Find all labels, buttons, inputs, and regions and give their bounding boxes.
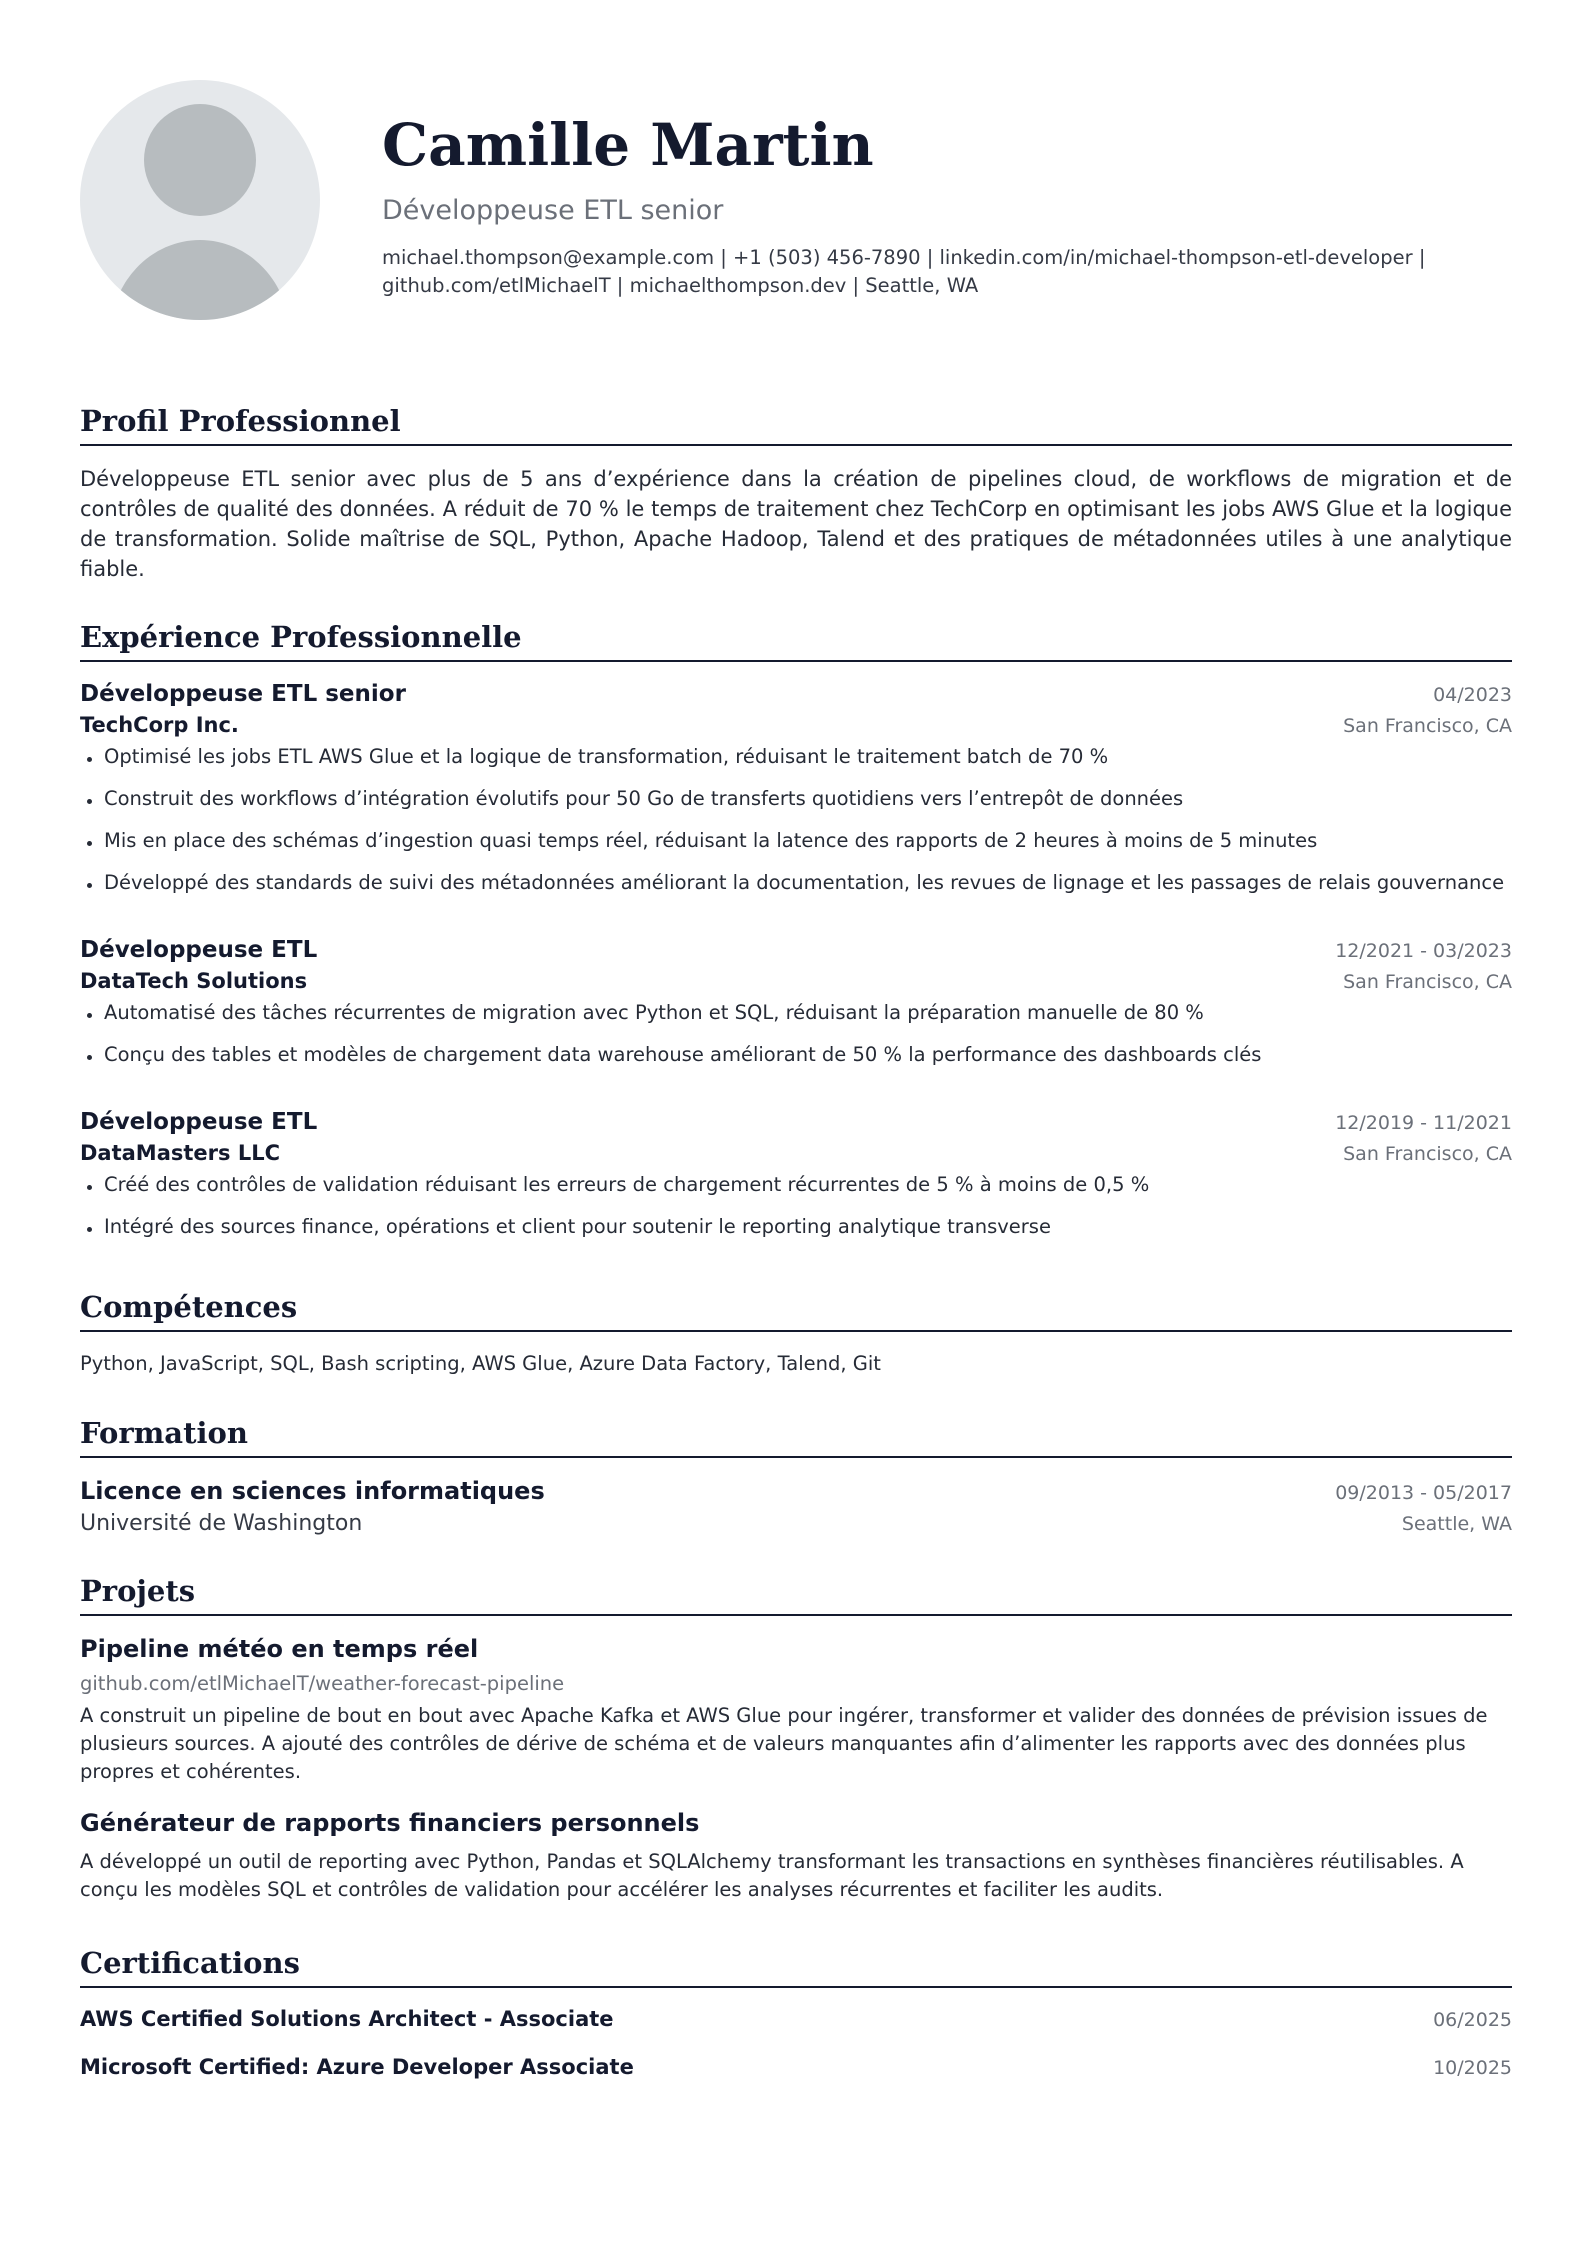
project-entry	[80, 1632, 1512, 1786]
section-title: Certifications	[80, 1944, 1512, 1988]
contact-line-2: github.com/etlMichaelT | michaelthompson.dev | Seattle, WA	[382, 274, 979, 297]
certification-name: Microsoft Certified: Azure Developer Associate	[80, 2055, 634, 2079]
certification-name: AWS Certified Solutions Architect - Associate	[80, 2007, 614, 2031]
education-entry	[80, 1474, 1512, 1540]
job-company: TechCorp Inc.	[80, 713, 239, 737]
section-title: Projets	[80, 1572, 1512, 1616]
education-location: Seattle, WA	[1401, 1513, 1512, 1535]
section-title: Compétences	[80, 1288, 1512, 1332]
job-date: 12/2021 - 03/2023	[1335, 940, 1512, 962]
list-item: Automatisé des tâches récurrentes de migration avec Python et SQL, réduisant la préparation manuelle de 80 %	[104, 1000, 1512, 1026]
list-item: Développé des standards de suivi des métadonnées améliorant la documentation, les revues de lignage et les passages de relais gouvernance	[104, 870, 1512, 896]
project-title: Pipeline météo en temps réel	[80, 1635, 479, 1663]
job-location: San Francisco, CA	[1343, 971, 1512, 993]
certifications-section	[80, 1944, 1512, 2082]
contact-line-1: michael.thompson@example.com | +1 (503) 456-7890 | linkedin.com/in/michael-thompson-etl-developer |	[382, 246, 1426, 269]
list-item: Optimisé les jobs ETL AWS Glue et la logique de transformation, réduisant le traitement batch de 70 %	[104, 744, 1512, 770]
school-name: Université de Washington	[80, 1511, 363, 1536]
certification-date: 10/2025	[1433, 2057, 1512, 2079]
job-entry	[80, 678, 1512, 896]
job-bullets	[80, 1000, 1512, 1068]
experience-section	[80, 618, 1512, 1240]
list-item: Créé des contrôles de validation réduisant les erreurs de chargement récurrentes de 5 % à moins de 0,5 %	[104, 1172, 1512, 1198]
list-item: Mis en place des schémas d’ingestion quasi temps réel, réduisant la latence des rapports de 2 heures à moins de 5 minutes	[104, 828, 1512, 854]
job-location: San Francisco, CA	[1343, 1143, 1512, 1165]
project-link[interactable]: github.com/etlMichaelT/weather-forecast-pipeline	[80, 1672, 565, 1695]
job-entry	[80, 1106, 1512, 1240]
resume-page	[80, 0, 1512, 2082]
skills-list: Python, JavaScript, SQL, Bash scripting, AWS Glue, Azure Data Factory, Talend, Git	[80, 1352, 881, 1375]
candidate-role: Développeuse ETL senior	[382, 195, 724, 226]
header-text	[382, 110, 1502, 300]
list-item: Intégré des sources finance, opérations et client pour soutenir le reporting analytique transverse	[104, 1214, 1512, 1240]
project-description: A développé un outil de reporting avec Python, Pandas et SQLAlchemy transformant les transactions en synthèses financières réutilisables. A conçu les modèles SQL et contrôles de validation pour accélérer les analyses récurrentes et faciliter les audits.	[80, 1850, 1464, 1901]
section-title: Expérience Professionnelle	[80, 618, 1512, 662]
projects-section	[80, 1572, 1512, 1904]
job-title: Développeuse ETL senior	[80, 681, 406, 707]
profile-section	[80, 402, 1512, 584]
job-bullets	[80, 744, 1512, 896]
degree-title: Licence en sciences informatiques	[80, 1477, 545, 1505]
job-entry	[80, 934, 1512, 1068]
certification-row	[80, 2004, 1512, 2034]
section-title: Formation	[80, 1414, 1512, 1458]
job-location: San Francisco, CA	[1343, 715, 1512, 737]
certification-date: 06/2025	[1433, 2009, 1512, 2031]
job-company: DataMasters LLC	[80, 1141, 281, 1165]
resume-header	[80, 0, 1512, 300]
list-item: Conçu des tables et modèles de chargement data warehouse améliorant de 50 % la performance des dashboards clés	[104, 1042, 1512, 1068]
job-title: Développeuse ETL	[80, 1109, 318, 1135]
job-title: Développeuse ETL	[80, 937, 318, 963]
job-bullets	[80, 1172, 1512, 1240]
project-entry	[80, 1806, 1512, 1904]
education-section	[80, 1414, 1512, 1540]
avatar-body-icon	[110, 240, 290, 320]
job-company: DataTech Solutions	[80, 969, 308, 993]
avatar-head-icon	[144, 104, 256, 216]
job-date: 04/2023	[1433, 684, 1512, 706]
education-date: 09/2013 - 05/2017	[1335, 1482, 1512, 1504]
job-date: 12/2019 - 11/2021	[1335, 1112, 1512, 1134]
section-title: Profil Professionnel	[80, 402, 1512, 446]
skills-section	[80, 1288, 1512, 1378]
certification-row	[80, 2052, 1512, 2082]
project-title: Générateur de rapports financiers personnels	[80, 1809, 700, 1837]
project-description: A construit un pipeline de bout en bout avec Apache Kafka et AWS Glue pour ingérer, transformer et valider des données de prévision issues de plusieurs sources. A ajouté des contrôles de dérive de schéma et de valeurs manquantes afin d’alimenter les rapports avec des données plus propres et cohérentes.	[80, 1704, 1488, 1783]
profile-text: Développeuse ETL senior avec plus de 5 ans d’expérience dans la création de pipelines cloud, de workflows de migration et de contrôles de qualité des données. A réduit de 70 % le temps de traitement chez TechCorp en optimisant les jobs AWS Glue et la logique de transformation. Solide maîtrise de SQL, Python, Apache Hadoop, Talend et des pratiques de métadonnées utiles à une analytique fiable.	[80, 467, 1512, 581]
contact-info	[382, 244, 1502, 300]
avatar	[80, 80, 320, 320]
candidate-name: Camille Martin	[382, 111, 874, 179]
list-item: Construit des workflows d’intégration évolutifs pour 50 Go de transferts quotidiens vers l’entrepôt de données	[104, 786, 1512, 812]
